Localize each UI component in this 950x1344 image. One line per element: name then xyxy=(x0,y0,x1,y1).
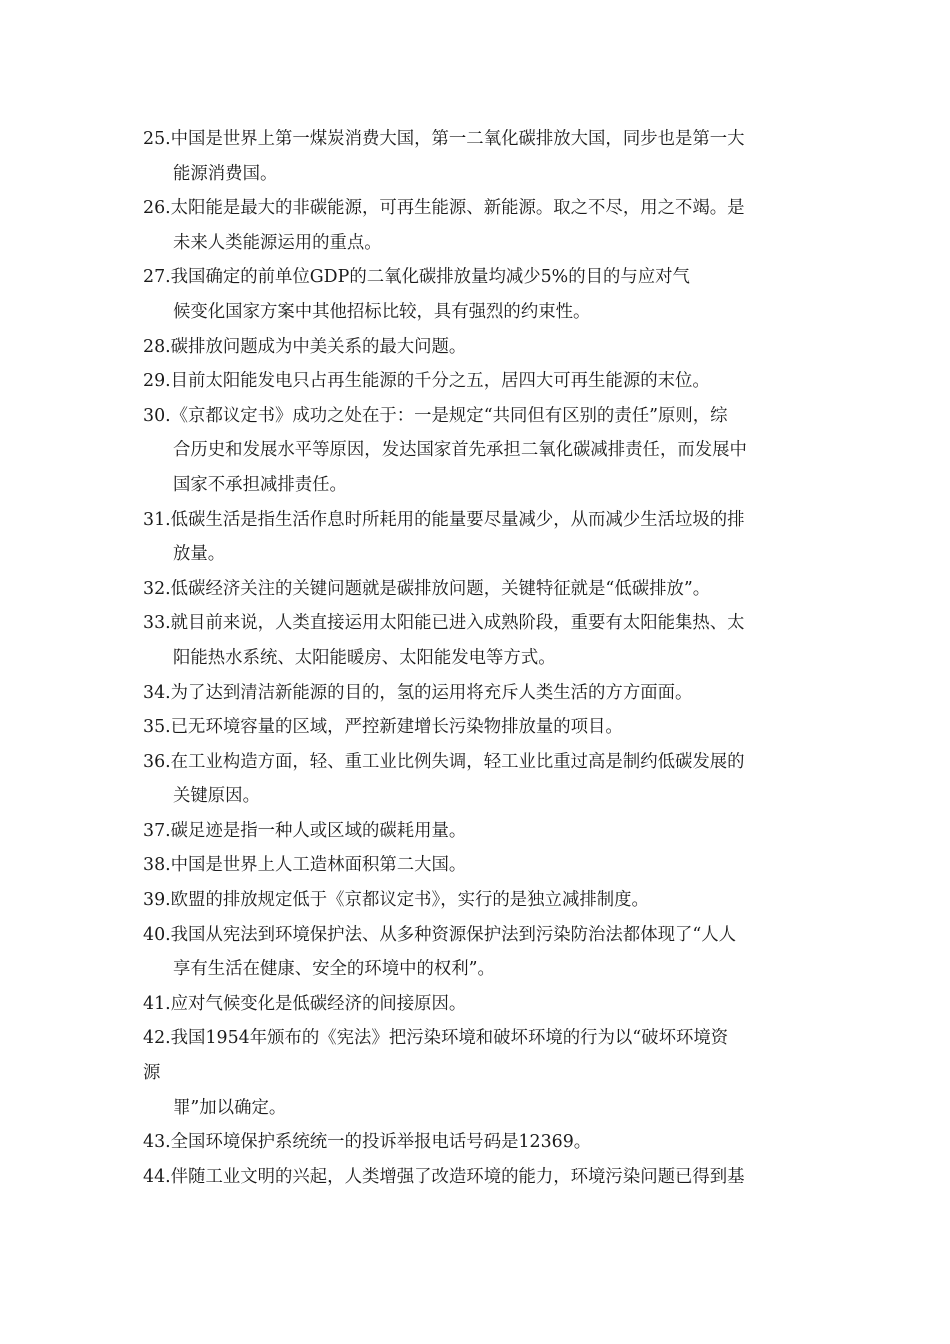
statement-continuation-line: 合历史和发展水平等原因，发达国家首先承担二氧化碳减排责任，而发展中 xyxy=(173,440,747,461)
statement-continuation-line: 候变化国家方案中其他招标比较，具有强烈的约束性。 xyxy=(173,301,591,322)
statement-item xyxy=(143,503,813,572)
statement-item xyxy=(143,987,813,1022)
statement-continuation-line: 享有生活在健康、安全的环境中的权利”。 xyxy=(173,959,495,980)
statement-item xyxy=(143,710,813,745)
statement-continuation-line: 未来人类能源运用的重点。 xyxy=(173,232,382,253)
statement-item xyxy=(143,814,813,849)
statement-line: 30.《京都议定书》成功之处在于：一是规定“共同但有区别的责任”原则，综 xyxy=(143,405,728,426)
statement-item xyxy=(143,364,813,399)
statement-item xyxy=(143,122,813,191)
statement-item xyxy=(143,1021,813,1125)
statement-line: 35.已无环境容量的区域，严控新建增长污染物排放量的项目。 xyxy=(143,717,623,738)
statement-item xyxy=(143,918,813,987)
statement-line: 40.我国从宪法到环境保护法、从多种资源保护法到污染防治法都体现了“人人 xyxy=(143,924,737,945)
statement-continuation-line: 阳能热水系统、太阳能暖房、太阳能发电等方式。 xyxy=(173,647,556,668)
statement-line: 26.太阳能是最大的非碳能源，可再生能源、新能源。取之不尽，用之不竭。是 xyxy=(143,198,745,219)
statement-line: 39.欧盟的排放规定低于《京都议定书》，实行的是独立减排制度。 xyxy=(143,890,649,911)
statement-item xyxy=(143,330,813,365)
statement-line: 29.目前太阳能发电只占再生能源的千分之五，居四大可再生能源的末位。 xyxy=(143,371,710,392)
statement-item xyxy=(143,676,813,711)
statement-item xyxy=(143,606,813,675)
statement-continuation-line: 罪”加以确定。 xyxy=(173,1097,287,1118)
statement-item xyxy=(143,745,813,814)
statement-list xyxy=(143,122,813,1194)
statement-item xyxy=(143,260,813,329)
statement-continuation-line: 国家不承担减排责任。 xyxy=(173,474,347,495)
statement-item xyxy=(143,883,813,918)
statement-item xyxy=(143,572,813,607)
statement-item xyxy=(143,399,813,503)
statement-continuation-line: 能源消费国。 xyxy=(173,163,278,184)
statement-item xyxy=(143,191,813,260)
statement-line: 41.应对气候变化是低碳经济的间接原因。 xyxy=(143,993,467,1014)
statement-item xyxy=(143,848,813,883)
statement-line: 37.碳足迹是指一种人或区域的碳耗用量。 xyxy=(143,820,467,841)
statement-line: 43.全国环境保护系统统一的投诉举报电话号码是12369。 xyxy=(143,1132,592,1153)
statement-line: 33.就目前来说，人类直接运用太阳能已进入成熟阶段，重要有太阳能集热、太 xyxy=(143,613,745,634)
statement-line: 32.低碳经济关注的关键问题就是碳排放问题，关键特征就是“低碳排放”。 xyxy=(143,578,711,599)
statement-item xyxy=(143,1160,813,1195)
statement-continuation-line: 关键原因。 xyxy=(173,786,260,807)
statement-continuation-line: 源 xyxy=(143,1063,161,1084)
statement-line: 34.为了达到清洁新能源的目的，氢的运用将充斥人类生活的方方面面。 xyxy=(143,682,693,703)
statement-continuation-line: 放量。 xyxy=(173,544,226,565)
statement-line: 31.低碳生活是指生活作息时所耗用的能量要尽量减少，从而减少生活垃圾的排 xyxy=(143,509,745,530)
statement-line: 36.在工业构造方面，轻、重工业比例失调，轻工业比重过高是制约低碳发展的 xyxy=(143,751,745,772)
statement-item xyxy=(143,1125,813,1160)
statement-line: 27.我国确定的前单位GDP的二氧化碳排放量均减少5%的目的与应对气 xyxy=(143,267,690,288)
statement-line: 42.我国1954年颁布的《宪法》把污染环境和破坏环境的行为以“破坏环境资 xyxy=(143,1028,729,1049)
statement-line: 44.伴随工业文明的兴起，人类增强了改造环境的能力，环境污染问题已得到基 xyxy=(143,1166,745,1187)
statement-line: 28.碳排放问题成为中美关系的最大问题。 xyxy=(143,336,467,357)
statement-line: 38.中国是世界上人工造林面积第二大国。 xyxy=(143,855,467,876)
statement-line: 25.中国是世界上第一煤炭消费大国，第一二氧化碳排放大国，同步也是第一大 xyxy=(143,129,745,149)
